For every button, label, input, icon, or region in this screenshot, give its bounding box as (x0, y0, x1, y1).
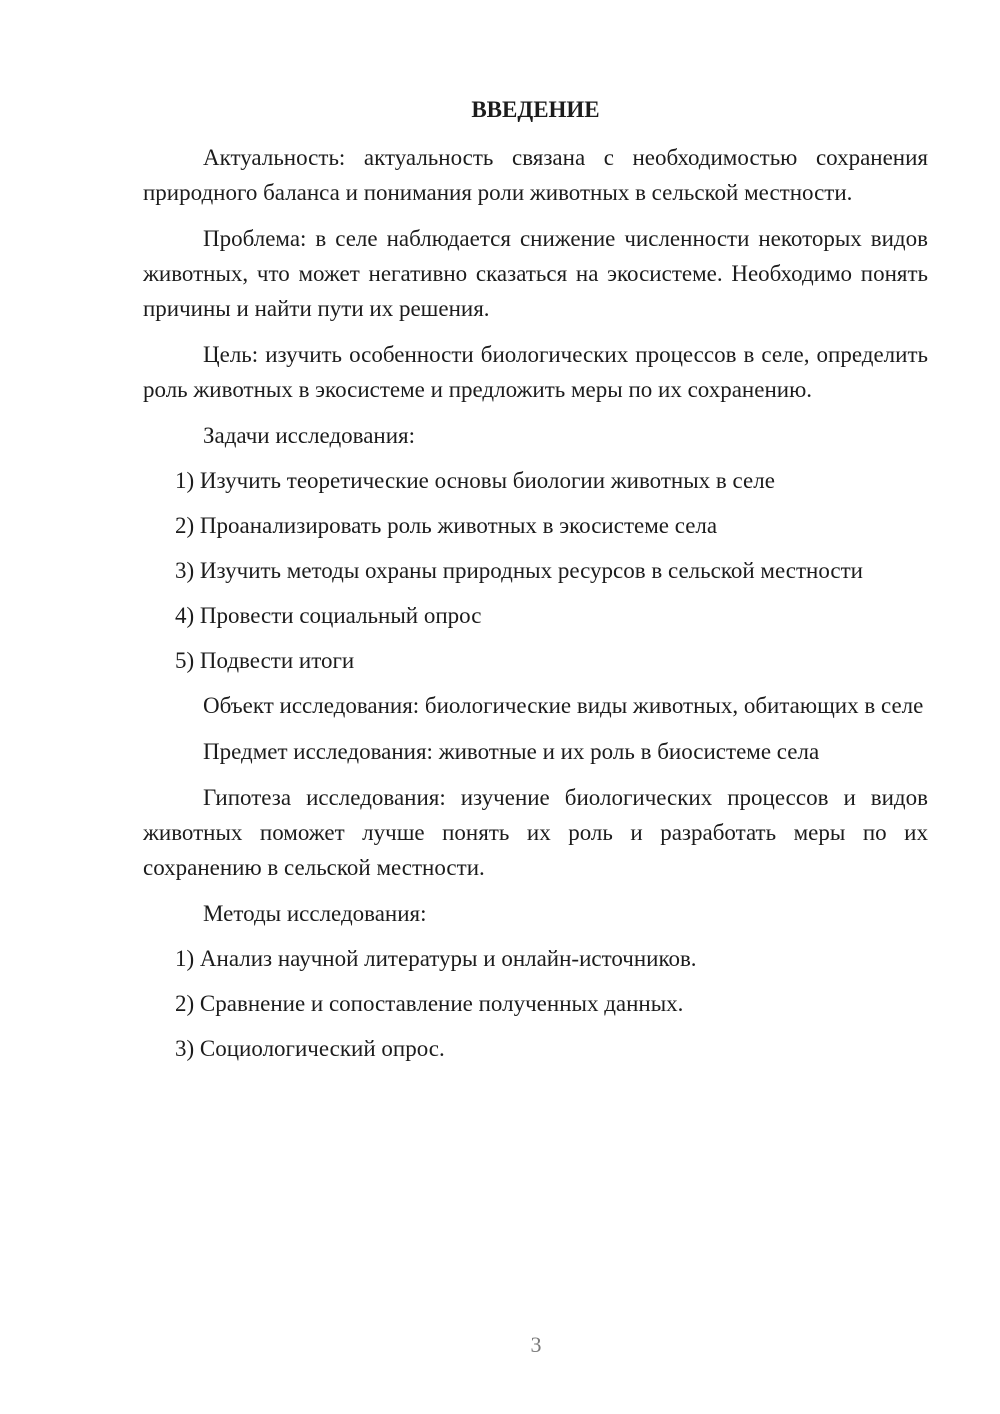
list-item: 4) Провести социальный опрос (175, 603, 482, 628)
methods-heading: Методы исследования: (203, 901, 427, 926)
list-item: 3) Изучить методы охраны природных ресурсов в сельской местности (175, 558, 863, 583)
document-body (143, 92, 928, 1076)
hypothesis-paragraph: Гипотеза исследования: изучение биологических процессов и видов животных поможет лучше понять их роль и разработать меры по их сохранению в сельской местности. (143, 785, 928, 880)
section-title: ВВЕДЕНИЕ (471, 97, 600, 122)
list-item: 2) Проанализировать роль животных в экосистеме села (175, 513, 718, 538)
list-item: 1) Изучить теоретические основы биологии животных в селе (175, 468, 775, 493)
list-item: 3) Социологический опрос. (175, 1036, 445, 1061)
subject-paragraph: Предмет исследования: животные и их роль в биосистеме села (203, 739, 820, 764)
object-paragraph: Объект исследования: биологические виды животных, обитающих в селе (203, 693, 924, 718)
relevance-paragraph: Актуальность: актуальность связана с необходимостью сохранения природного баланса и понимания роли животных в сельской местности. (143, 145, 928, 205)
tasks-heading: Задачи исследования: (203, 423, 416, 448)
goal-paragraph: Цель: изучить особенности биологических процессов в селе, определить роль животных в экосистеме и предложить меры по их сохранению. (143, 342, 928, 402)
methods-list (143, 941, 928, 1066)
list-item: 2) Сравнение и сопоставление полученных данных. (175, 991, 684, 1016)
problem-paragraph: Проблема: в селе наблюдается снижение численности некоторых видов животных, что может негативно сказаться на экосистеме. Необходимо понять причины и найти пути их решения. (143, 226, 928, 321)
page-number: 3 (530, 1332, 542, 1357)
list-item: 1) Анализ научной литературы и онлайн-источников. (175, 946, 697, 971)
tasks-list (143, 463, 928, 678)
list-item: 5) Подвести итоги (175, 648, 355, 673)
